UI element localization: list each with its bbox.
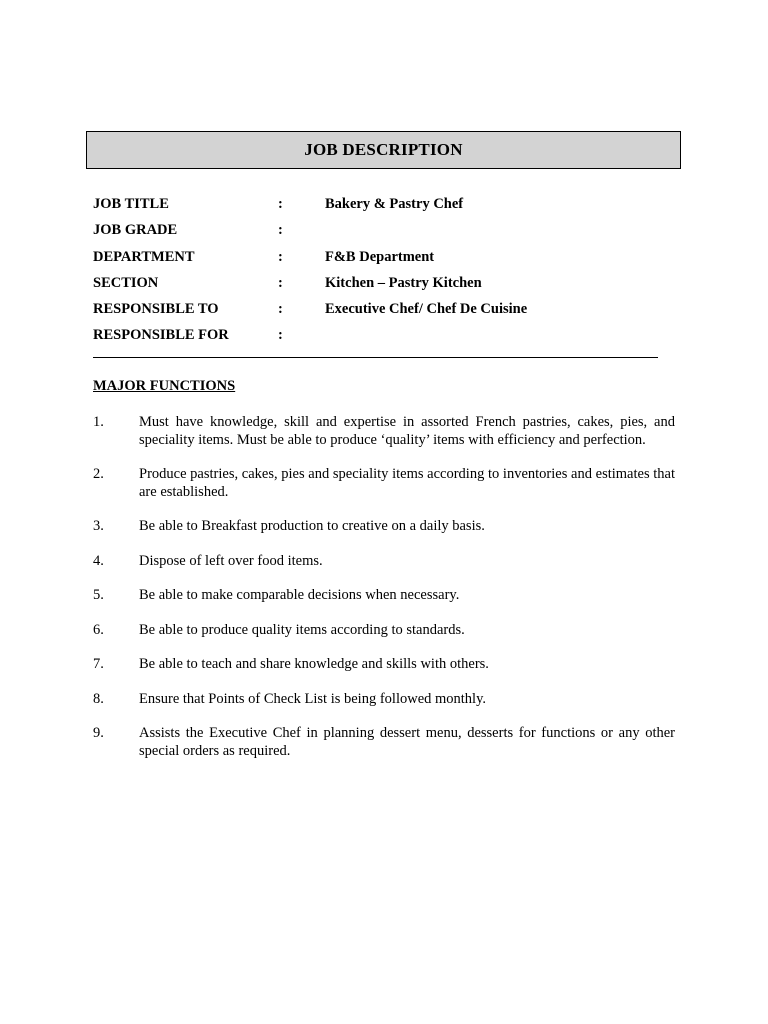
horizontal-divider [93,357,658,358]
function-item-4 [93,553,675,571]
section-colon: : [278,274,283,291]
function-number: 9. [93,725,104,741]
function-text: Ensure that Points of Check List is being followed monthly. [139,690,487,707]
job-title-value: Bakery & Pastry Chef [325,196,464,212]
job-title-colon: : [278,196,283,212]
function-item-7 [93,656,675,674]
major-functions-heading: MAJOR FUNCTIONS [93,378,236,394]
department-value: F&B Department [325,248,435,265]
section-row [93,275,663,301]
function-text: Be able to produce quality items according to standards. [139,621,465,638]
department-colon: : [278,248,283,265]
responsible-to-value: Executive Chef/ Chef De Cuisine [325,301,528,318]
function-text: Be able to Breakfast production to creative on a daily basis. [139,518,485,534]
function-number: 5. [93,587,104,603]
responsible-to-row [93,301,663,327]
function-item-3 [93,518,675,536]
function-number: 1. [93,414,104,430]
job-title-label: JOB TITLE [93,196,169,212]
job-grade-colon: : [278,222,283,239]
function-text: Assists the Executive Chef in planning dessert menu, desserts for functions or any other special orders as required. [139,725,675,759]
function-text: Dispose of left over food items. [139,552,323,569]
responsible-for-row [93,327,663,353]
function-number: 4. [93,552,104,569]
function-item-6 [93,622,675,640]
job-info-table [93,196,663,354]
function-text: Be able to make comparable decisions when necessary. [139,587,460,603]
function-text: Must have knowledge, skill and expertise in assorted French pastries, cakes, pies, and speciality items. Must be able to produce ‘quality’ items with efficiency and perfection. [139,414,675,448]
responsible-to-label: RESPONSIBLE TO [93,301,219,318]
responsible-for-colon: : [278,327,283,344]
function-number: 6. [93,621,104,638]
function-item-2 [93,466,675,501]
department-row [93,249,663,275]
function-text: Be able to teach and share knowledge and skills with others. [139,656,489,672]
function-item-1 [93,414,675,449]
page-title: JOB DESCRIPTION [304,140,463,159]
job-title-row [93,196,663,222]
responsible-for-label: RESPONSIBLE FOR [93,327,229,344]
function-item-5 [93,587,675,605]
section-value: Kitchen – Pastry Kitchen [325,274,482,291]
function-number: 2. [93,466,104,482]
job-grade-label: JOB GRADE [93,222,178,239]
major-functions-list [93,414,675,777]
section-label: SECTION [93,274,159,291]
function-text: Produce pastries, cakes, pies and speciality items according to inventories and estimates that are established. [139,466,675,500]
title-banner [86,131,681,169]
function-item-8 [93,691,675,709]
department-label: DEPARTMENT [93,248,195,265]
function-number: 3. [93,518,104,534]
job-grade-row [93,222,663,248]
function-number: 7. [93,656,104,672]
responsible-to-colon: : [278,301,283,318]
function-item-9 [93,725,675,760]
function-number: 8. [93,690,104,707]
